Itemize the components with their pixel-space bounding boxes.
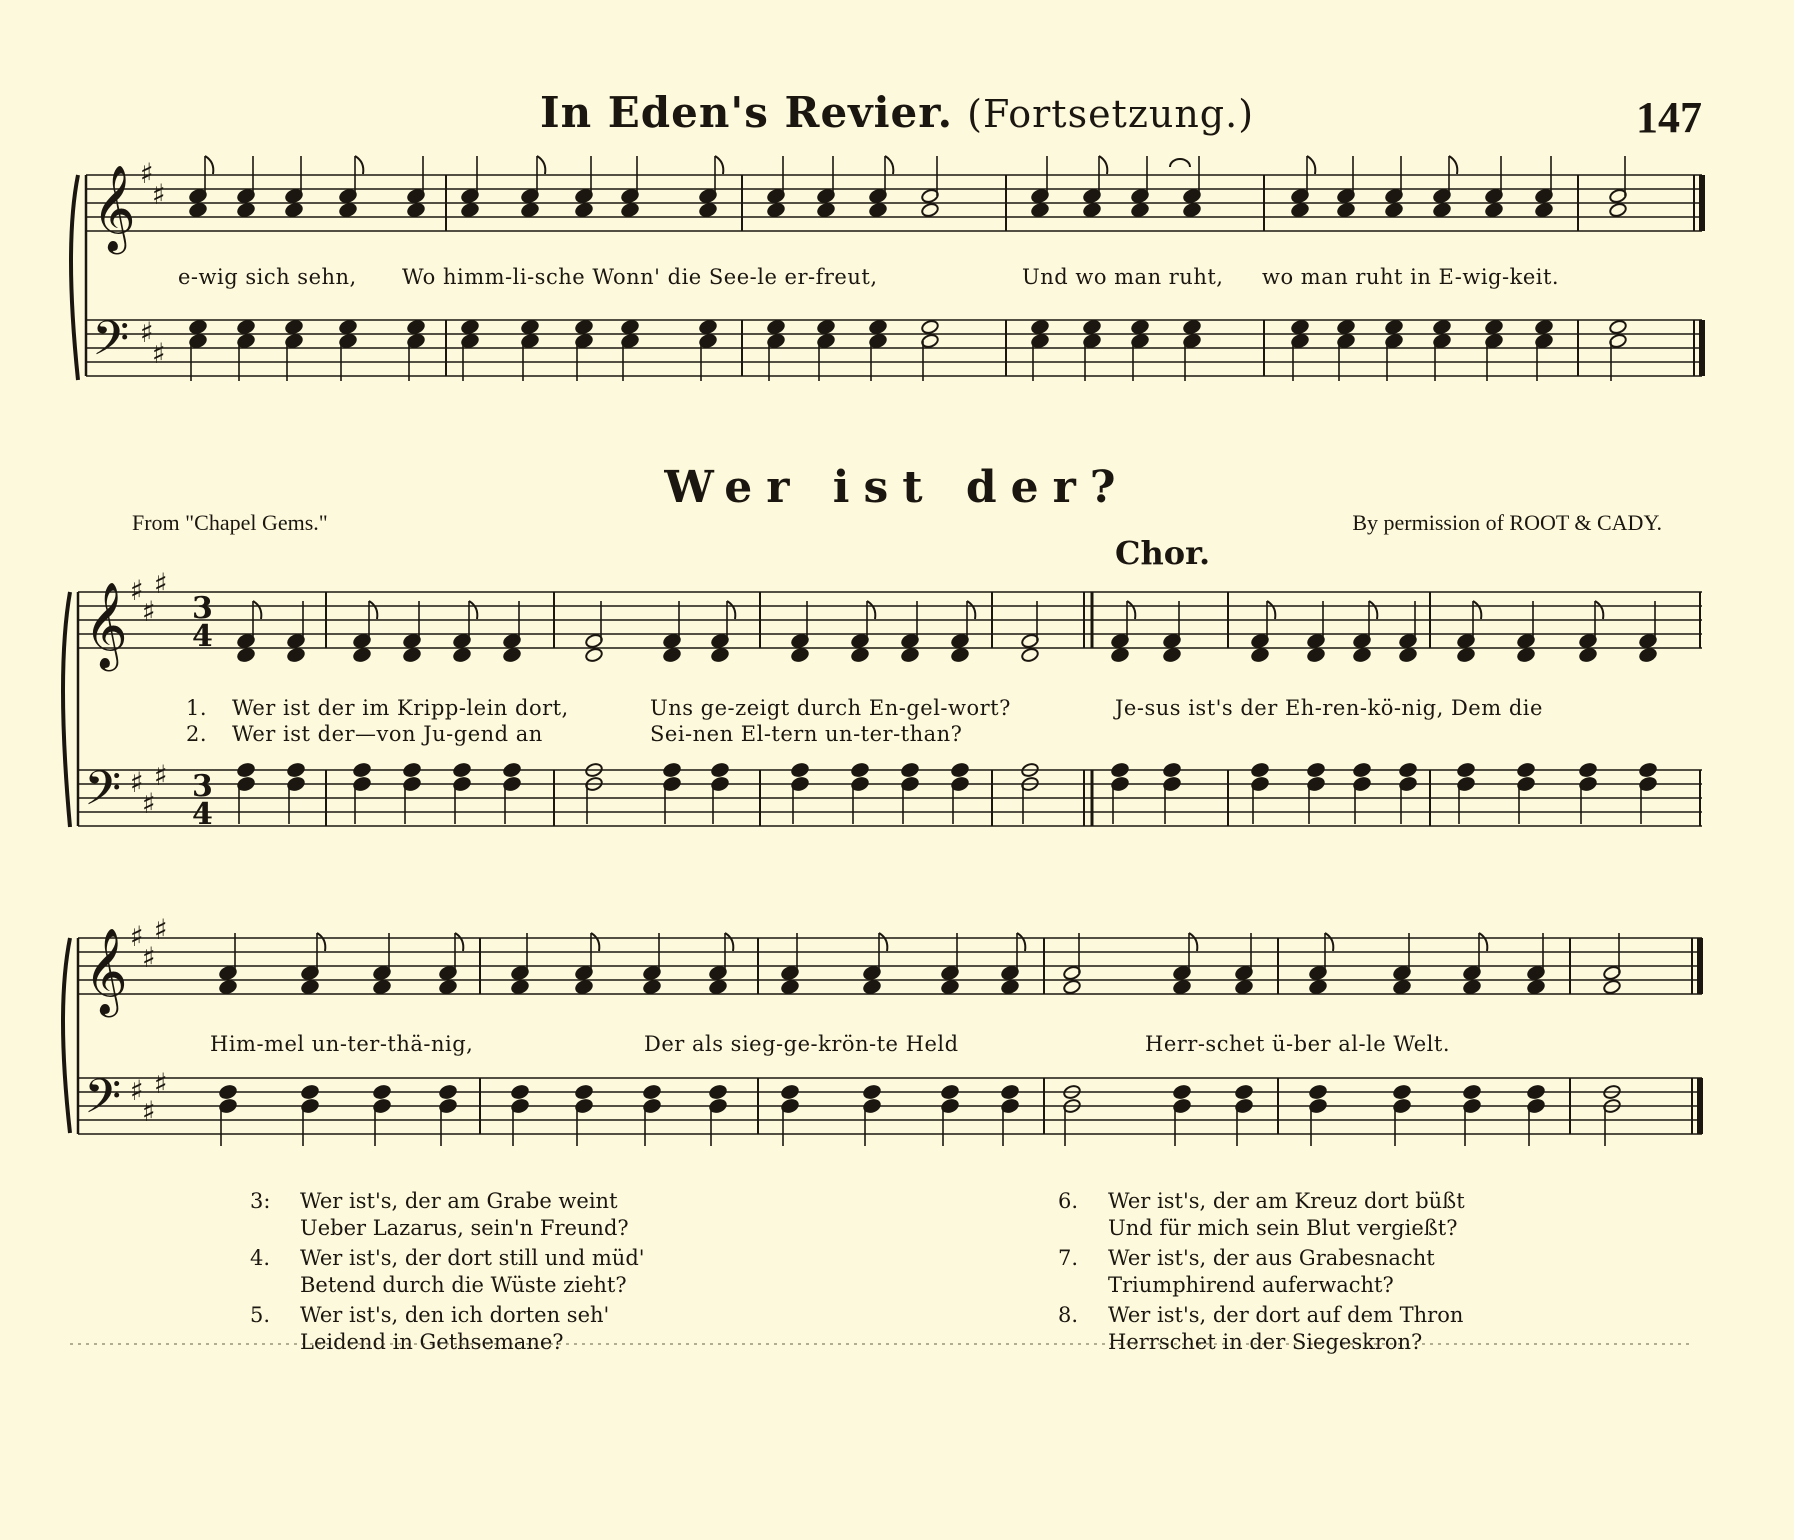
sharp-icon: ♯ [142, 941, 156, 974]
sharp-icon: ♯ [142, 1095, 156, 1128]
verse-line: Und für mich sein Blut vergießt? [1108, 1216, 1458, 1240]
time-signature-top: 3 [192, 591, 213, 626]
song2-lyric: Wer ist der—von Ju-gend an [232, 722, 543, 746]
note-head [403, 762, 422, 778]
note-head [521, 202, 540, 218]
note-head [287, 762, 306, 778]
note-head [511, 1084, 530, 1100]
note-head [1399, 647, 1418, 663]
song1-title-text: In Eden's Revier. [539, 88, 954, 137]
note-head [791, 647, 810, 663]
note-flag [369, 601, 377, 619]
half-note-head [1609, 319, 1628, 335]
note-head [1083, 319, 1102, 335]
sharp-icon: ♯ [154, 913, 168, 946]
note-flag [1325, 933, 1333, 951]
note-flag [1017, 933, 1025, 951]
song2-lyric: Uns ge-zeigt durch En-gel-wort? [650, 696, 1011, 720]
note-head [1433, 202, 1452, 218]
note-head [1131, 202, 1150, 218]
verse-line: Wer ist's, der aus Grabesnacht [1108, 1246, 1435, 1270]
note-flag [1267, 601, 1275, 619]
system-brace [71, 175, 78, 380]
note-head [1309, 1084, 1328, 1100]
note-head [237, 319, 256, 335]
note-head [781, 1084, 800, 1100]
song1-lyric: wo man ruht in E-wig-keit. [1262, 265, 1560, 289]
sharp-icon: ♯ [130, 920, 144, 953]
time-signature-bottom: 4 [192, 619, 213, 654]
note-head [461, 202, 480, 218]
note-head [1433, 319, 1452, 335]
verse-4 [250, 1245, 645, 1299]
note-head [287, 647, 306, 663]
note-head [1639, 762, 1658, 778]
note-flag [1127, 601, 1135, 619]
half-note-head [1603, 979, 1622, 995]
sharp-icon: ♯ [154, 759, 168, 792]
note-flag [885, 156, 893, 174]
verse-8 [1058, 1302, 1464, 1356]
note-head [901, 762, 920, 778]
note-head [941, 979, 960, 995]
note-head [1463, 1084, 1482, 1100]
verse-line: Wer ist's, der am Grabe weint [300, 1189, 618, 1213]
note-head [1251, 647, 1270, 663]
verse-line: Triumphirend auferwacht? [1108, 1273, 1394, 1297]
sharp-icon: ♯ [140, 157, 154, 190]
note-head [791, 762, 810, 778]
sharp-icon: ♯ [130, 574, 144, 607]
note-head [901, 647, 920, 663]
note-head [189, 319, 208, 335]
note-head [1291, 202, 1310, 218]
treble-clef-icon: 𝄞 [92, 165, 136, 251]
note-head [1353, 762, 1372, 778]
note-head [941, 1084, 960, 1100]
note-flag [1369, 601, 1377, 619]
note-head [453, 762, 472, 778]
note-head [1337, 319, 1356, 335]
note-head [643, 1084, 662, 1100]
verse-line: Betend durch die Wüste zieht? [300, 1273, 627, 1297]
note-head [1399, 762, 1418, 778]
note-flag [725, 933, 733, 951]
note-head [301, 979, 320, 995]
note-head [1457, 647, 1476, 663]
note-head [237, 762, 256, 778]
verse-line: Leidend in Gethsemane? [300, 1330, 564, 1354]
note-head [1337, 202, 1356, 218]
note-flag [1479, 933, 1487, 951]
time-signature-bottom: 4 [192, 797, 213, 832]
note-head [1111, 647, 1130, 663]
verse-number: 2. [186, 722, 208, 746]
note-head [219, 979, 238, 995]
fermata-icon [1170, 159, 1190, 167]
note-head [643, 979, 662, 995]
note-head [1517, 647, 1536, 663]
note-flag [727, 601, 735, 619]
sharp-icon: ♯ [130, 1074, 144, 1107]
note-head [373, 1084, 392, 1100]
note-head [1291, 319, 1310, 335]
verse-number: 8. [1058, 1303, 1079, 1327]
verse-line: Wer ist's, den ich dorten seh' [300, 1303, 610, 1327]
verse-number: 7. [1058, 1246, 1079, 1270]
note-flag [1595, 601, 1603, 619]
note-flag [1449, 156, 1457, 174]
note-head [1385, 319, 1404, 335]
verse-line: Wer ist's, der am Kreuz dort büßt [1108, 1189, 1465, 1213]
note-head [869, 319, 888, 335]
note-head [1235, 1084, 1254, 1100]
sharp-icon: ♯ [154, 1067, 168, 1100]
note-head [453, 647, 472, 663]
note-flag [1473, 601, 1481, 619]
note-head [863, 1084, 882, 1100]
sharp-icon: ♯ [130, 766, 144, 799]
note-flag [591, 933, 599, 951]
verse-number: 1. [186, 696, 208, 720]
verse-3 [250, 1188, 629, 1242]
note-head [407, 202, 426, 218]
note-head [575, 202, 594, 218]
note-head [439, 1084, 458, 1100]
note-head [767, 319, 786, 335]
song2-lyric: Sei-nen El-tern un-ter-than? [650, 722, 963, 746]
note-flag [1307, 156, 1315, 174]
note-head [461, 319, 480, 335]
note-flag [455, 933, 463, 951]
sharp-icon: ♯ [142, 595, 156, 628]
half-note-head [1609, 202, 1628, 218]
note-head [219, 1084, 238, 1100]
note-head [1393, 1084, 1412, 1100]
note-head [817, 319, 836, 335]
note-head [863, 979, 882, 995]
final-bar-line [1697, 1078, 1703, 1134]
note-head [1173, 1084, 1192, 1100]
verse-line: Ueber Lazarus, sein'n Freund? [300, 1216, 629, 1240]
song1-lyric: e-wig sich sehn, [178, 265, 357, 289]
note-flag [715, 156, 723, 174]
system-brace [63, 938, 70, 1133]
treble-clef-icon: 𝄞 [84, 582, 128, 668]
note-head [1031, 202, 1050, 218]
note-head [951, 647, 970, 663]
song2-title: Wer ist der? [664, 462, 1130, 513]
note-flag [355, 156, 363, 174]
bass-clef-icon: 𝄢 [84, 760, 122, 828]
verse-7 [1058, 1245, 1435, 1299]
note-head [767, 202, 786, 218]
note-flag [253, 601, 261, 619]
note-head [575, 319, 594, 335]
verse-5 [250, 1302, 610, 1356]
note-head [189, 202, 208, 218]
final-bar-line [1697, 938, 1703, 994]
sharp-icon: ♯ [140, 316, 154, 349]
note-head [521, 319, 540, 335]
note-head [575, 979, 594, 995]
song2-lyric: Wer ist der im Kripp-lein dort, [232, 696, 569, 720]
note-head [1083, 202, 1102, 218]
note-flag [317, 933, 325, 951]
note-head [663, 762, 682, 778]
note-head [1385, 202, 1404, 218]
note-head [503, 762, 522, 778]
note-head [709, 979, 728, 995]
note-head [699, 202, 718, 218]
half-note-head [921, 202, 940, 218]
note-head [1535, 319, 1554, 335]
note-head [1639, 647, 1658, 663]
half-note-head [585, 647, 604, 663]
half-note-head [1063, 979, 1082, 995]
note-head [1183, 319, 1202, 335]
note-head [1527, 979, 1546, 995]
note-head [699, 319, 718, 335]
note-head [1001, 1084, 1020, 1100]
note-head [439, 979, 458, 995]
note-head [621, 319, 640, 335]
note-head [353, 762, 372, 778]
note-head [1235, 979, 1254, 995]
sharp-icon: ♯ [142, 787, 156, 820]
note-flag [537, 156, 545, 174]
note-head [851, 647, 870, 663]
verse-number: 3: [250, 1189, 271, 1213]
note-head [285, 202, 304, 218]
note-head [869, 202, 888, 218]
note-head [851, 762, 870, 778]
song2-lyric: Der als sieg-ge-krön-te Held [644, 1032, 959, 1056]
note-head [575, 1084, 594, 1100]
note-head [709, 1084, 728, 1100]
note-head [1353, 647, 1372, 663]
song2-permission: By permission of ROOT & CADY. [1352, 510, 1662, 535]
note-head [663, 647, 682, 663]
note-head [1485, 202, 1504, 218]
note-head [1485, 319, 1504, 335]
note-head [339, 202, 358, 218]
verse-number: 5. [250, 1303, 271, 1327]
note-head [1307, 762, 1326, 778]
note-head [781, 979, 800, 995]
note-head [407, 319, 426, 335]
note-head [711, 762, 730, 778]
half-note-head [1021, 647, 1040, 663]
bass-clef-icon: 𝄢 [84, 1068, 122, 1136]
note-head [353, 647, 372, 663]
note-head [1457, 762, 1476, 778]
verse-number: 4. [250, 1246, 271, 1270]
note-head [621, 202, 640, 218]
note-head [285, 319, 304, 335]
page-number: 147 [1636, 93, 1702, 142]
time-signature-top: 3 [192, 769, 213, 804]
note-head [1527, 1084, 1546, 1100]
note-head [1173, 979, 1192, 995]
note-flag [205, 156, 213, 174]
song2-source: From "Chapel Gems." [132, 510, 328, 535]
note-head [339, 319, 358, 335]
note-head [511, 979, 530, 995]
verse-line: Wer ist's, der dort auf dem Thron [1108, 1303, 1464, 1327]
note-head [373, 979, 392, 995]
bass-clef-icon: 𝄢 [92, 310, 130, 378]
song1-continued: (Fortsetzung.) [967, 92, 1255, 136]
song1-lyric: Wo himm-li-sche Wonn' die See-le er-freut, [402, 265, 878, 289]
song2-lyric: Herr-schet ü-ber al-le Welt. [1145, 1032, 1451, 1056]
note-head [951, 762, 970, 778]
final-bar-line [1699, 175, 1705, 231]
song2-lyric: Je-sus ist's der Eh-ren-kö-nig, Dem die [1115, 696, 1543, 720]
chorus-label: Chor. [1115, 534, 1211, 572]
song1-lyric: Und wo man ruht, [1022, 265, 1224, 289]
note-flag [1189, 933, 1197, 951]
verse-line: Herrschet in der Siegeskron? [1108, 1330, 1423, 1354]
note-head [301, 1084, 320, 1100]
note-head [237, 647, 256, 663]
sharp-icon: ♯ [154, 567, 168, 600]
note-flag [879, 933, 887, 951]
verse-line: Wer ist's, der dort still und müd' [300, 1246, 645, 1270]
sharp-icon: ♯ [152, 178, 166, 211]
note-flag [1099, 156, 1107, 174]
note-head [503, 647, 522, 663]
note-flag [469, 601, 477, 619]
song2-lyric: Him-mel un-ter-thä-nig, [210, 1032, 474, 1056]
system-brace [63, 592, 70, 827]
note-head [817, 202, 836, 218]
half-note-head [921, 319, 940, 335]
verse-number: 6. [1058, 1189, 1079, 1213]
note-head [1535, 202, 1554, 218]
note-head [1183, 202, 1202, 218]
note-head [1131, 319, 1150, 335]
final-bar-line [1699, 320, 1705, 376]
note-flag [867, 601, 875, 619]
note-head [1163, 647, 1182, 663]
note-head [403, 647, 422, 663]
note-head [1463, 979, 1482, 995]
note-head [1579, 762, 1598, 778]
note-head [1001, 979, 1020, 995]
treble-clef-icon: 𝄞 [84, 928, 128, 1014]
sharp-icon: ♯ [152, 337, 166, 370]
note-head [1251, 762, 1270, 778]
note-head [1309, 979, 1328, 995]
note-flag [967, 601, 975, 619]
note-head [1307, 647, 1326, 663]
note-head [1393, 979, 1412, 995]
note-head [1031, 319, 1050, 335]
note-head [711, 647, 730, 663]
note-head [1579, 647, 1598, 663]
note-head [1517, 762, 1536, 778]
verse-6 [1058, 1188, 1465, 1242]
note-head [1111, 762, 1130, 778]
note-head [1163, 762, 1182, 778]
note-head [237, 202, 256, 218]
